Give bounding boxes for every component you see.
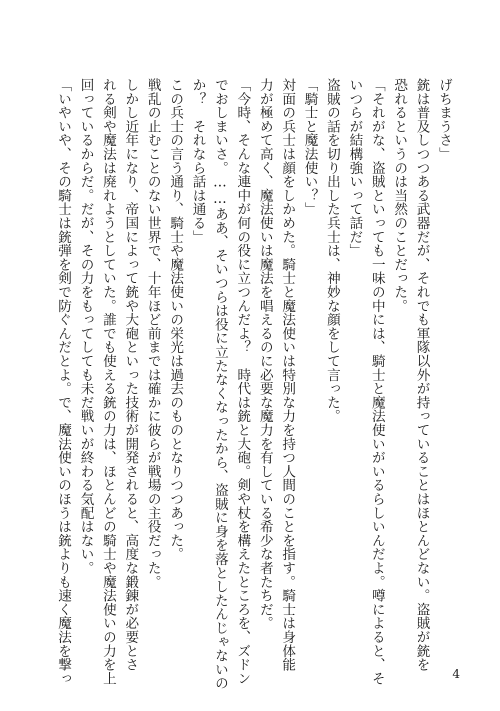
text-line: 力が極めて高く、魔法使いは魔法を唱えるのに必要な魔力を有している希少な者たちだ。 [256,78,273,630]
text-line: れる剣や魔法は廃れようとしていた。誰でも使える銃の力は、ほとんどの騎士や魔法使いの力を上 [99,78,116,686]
text-line: 対面の兵士は顔をしかめた。騎士と魔法使いは特別な力を持つ人間のことを指す。騎士は身体能 [279,78,296,672]
text-line: 「いやいや、その騎士は銃弾を剣で防ぐんだとよ。で、魔法使いのほうは銃よりも速く魔法を撃っ [55,78,72,686]
vertical-text-body [52,78,455,690]
text-line: でおしまいさ。……ああ、そいつらは役に立たなくなったから、盗賊に身を落としたんじゃないの [211,78,228,690]
text-line: 「騎士と魔法使い？」 [301,78,318,216]
text-line: 「それがな、盗賊といっても一味の中には、騎士と魔法使いがいるらしいんだよ。噂によると、そ [368,78,385,686]
page-number: 4 [452,667,460,681]
text-line: 戦乱の止むことのない世界で、十年ほど前までは確かに彼らが戦場の主役だった。 [144,78,161,589]
text-line: いつらが結構強いって話だ」 [346,78,363,258]
text-line: 回っているからだ。だが、その力をもってしても未だ戦いが終わる気配はない。 [77,78,94,575]
text-line: 「今時、そんな連中が何の役に立つんだよ？ 時代は銃と大砲。剣や杖を構えたところを、ズドン [234,78,251,686]
text-line: 盗賊の話を切り出した兵士は、神妙な顔をして言った。 [323,78,340,423]
text-line: しかし近年になり、帝国によって銃や大砲といった技術が開発されると、高度な鍛錬が必要とさ [122,78,139,672]
text-line: 恐れるというのは当然のことだった。 [391,78,408,313]
text-line: この兵士の言う通り、騎士や魔法使いの栄光は過去のものとなりつつあった。 [167,78,184,561]
text-line: か？ それなら話は通る」 [189,78,206,244]
text-line: 銃は普及しつつある武器だが、それでも軍隊以外が持っていることはほとんどない。盗賊が銃を [413,78,430,672]
text-line: げちまうさ」 [436,78,452,161]
